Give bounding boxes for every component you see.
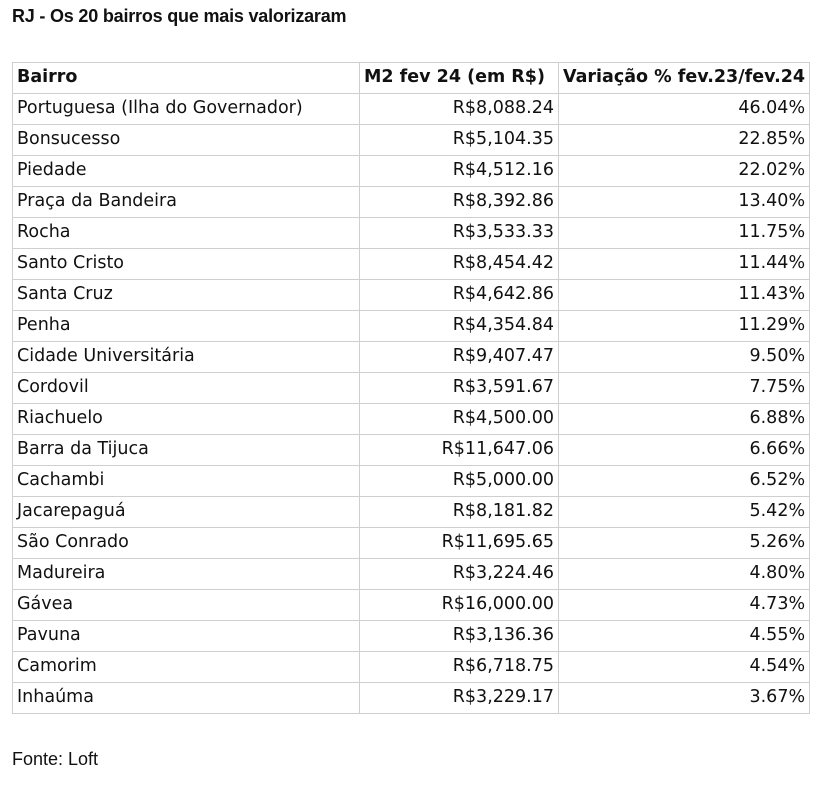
table-row bbox=[13, 218, 810, 249]
table-row bbox=[13, 466, 810, 497]
cell-bairro: Santa Cruz bbox=[13, 280, 360, 311]
cell-bairro: Bonsucesso bbox=[13, 125, 360, 156]
table-row bbox=[13, 435, 810, 466]
source-note: Fonte: Loft bbox=[12, 749, 99, 769]
cell-m2: R$3,229.17 bbox=[360, 683, 559, 714]
cell-m2: R$3,136.36 bbox=[360, 621, 559, 652]
cell-bairro: Cordovil bbox=[13, 373, 360, 404]
cell-m2: R$6,718.75 bbox=[360, 652, 559, 683]
table-row bbox=[13, 373, 810, 404]
cell-m2: R$11,695.65 bbox=[360, 528, 559, 559]
cell-bairro: Inhaúma bbox=[13, 683, 360, 714]
cell-m2: R$5,104.35 bbox=[360, 125, 559, 156]
cell-m2: R$8,088.24 bbox=[360, 94, 559, 125]
table-row bbox=[13, 590, 810, 621]
cell-bairro: São Conrado bbox=[13, 528, 360, 559]
cell-m2: R$8,181.82 bbox=[360, 497, 559, 528]
cell-variacao: 22.02% bbox=[559, 156, 810, 187]
cell-variacao: 13.40% bbox=[559, 187, 810, 218]
cell-variacao: 5.42% bbox=[559, 497, 810, 528]
cell-m2: R$9,407.47 bbox=[360, 342, 559, 373]
cell-bairro: Camorim bbox=[13, 652, 360, 683]
table-row bbox=[13, 311, 810, 342]
cell-bairro: Cidade Universitária bbox=[13, 342, 360, 373]
cell-bairro: Madureira bbox=[13, 559, 360, 590]
table-row bbox=[13, 559, 810, 590]
cell-bairro: Gávea bbox=[13, 590, 360, 621]
column-header-variacao: Variação % fev.23/fev.24 bbox=[559, 63, 810, 94]
cell-bairro: Portuguesa (Ilha do Governador) bbox=[13, 94, 360, 125]
cell-bairro: Piedade bbox=[13, 156, 360, 187]
cell-variacao: 11.29% bbox=[559, 311, 810, 342]
cell-variacao: 6.52% bbox=[559, 466, 810, 497]
cell-variacao: 4.54% bbox=[559, 652, 810, 683]
cell-variacao: 4.73% bbox=[559, 590, 810, 621]
cell-bairro: Pavuna bbox=[13, 621, 360, 652]
cell-variacao: 11.43% bbox=[559, 280, 810, 311]
cell-variacao: 22.85% bbox=[559, 125, 810, 156]
cell-bairro: Cachambi bbox=[13, 466, 360, 497]
cell-variacao: 6.88% bbox=[559, 404, 810, 435]
cell-m2: R$16,000.00 bbox=[360, 590, 559, 621]
cell-variacao: 9.50% bbox=[559, 342, 810, 373]
table-row bbox=[13, 683, 810, 714]
table-header-row bbox=[13, 63, 810, 94]
cell-m2: R$11,647.06 bbox=[360, 435, 559, 466]
table-row bbox=[13, 404, 810, 435]
table-row bbox=[13, 652, 810, 683]
table-row bbox=[13, 94, 810, 125]
cell-variacao: 11.44% bbox=[559, 249, 810, 280]
cell-bairro: Penha bbox=[13, 311, 360, 342]
cell-bairro: Riachuelo bbox=[13, 404, 360, 435]
column-header-bairro: Bairro bbox=[13, 63, 360, 94]
cell-m2: R$3,224.46 bbox=[360, 559, 559, 590]
table-row bbox=[13, 342, 810, 373]
data-table bbox=[12, 62, 810, 714]
cell-bairro: Praça da Bandeira bbox=[13, 187, 360, 218]
cell-bairro: Jacarepaguá bbox=[13, 497, 360, 528]
table-row bbox=[13, 187, 810, 218]
column-header-m2: M2 fev 24 (em R$) bbox=[360, 63, 559, 94]
cell-m2: R$3,591.67 bbox=[360, 373, 559, 404]
table-row bbox=[13, 497, 810, 528]
cell-bairro: Santo Cristo bbox=[13, 249, 360, 280]
cell-bairro: Rocha bbox=[13, 218, 360, 249]
cell-m2: R$3,533.33 bbox=[360, 218, 559, 249]
cell-variacao: 4.80% bbox=[559, 559, 810, 590]
cell-m2: R$5,000.00 bbox=[360, 466, 559, 497]
table-row bbox=[13, 156, 810, 187]
cell-m2: R$4,642.86 bbox=[360, 280, 559, 311]
table-row bbox=[13, 125, 810, 156]
chart-title: RJ - Os 20 bairros que mais valorizaram bbox=[12, 6, 347, 26]
cell-variacao: 4.55% bbox=[559, 621, 810, 652]
cell-variacao: 6.66% bbox=[559, 435, 810, 466]
table-body bbox=[13, 94, 810, 714]
cell-m2: R$4,354.84 bbox=[360, 311, 559, 342]
cell-variacao: 46.04% bbox=[559, 94, 810, 125]
cell-m2: R$4,500.00 bbox=[360, 404, 559, 435]
cell-m2: R$4,512.16 bbox=[360, 156, 559, 187]
cell-variacao: 11.75% bbox=[559, 218, 810, 249]
table-row bbox=[13, 280, 810, 311]
table-row bbox=[13, 249, 810, 280]
cell-variacao: 5.26% bbox=[559, 528, 810, 559]
table-row bbox=[13, 528, 810, 559]
cell-bairro: Barra da Tijuca bbox=[13, 435, 360, 466]
cell-variacao: 7.75% bbox=[559, 373, 810, 404]
table-row bbox=[13, 621, 810, 652]
cell-m2: R$8,454.42 bbox=[360, 249, 559, 280]
cell-variacao: 3.67% bbox=[559, 683, 810, 714]
cell-m2: R$8,392.86 bbox=[360, 187, 559, 218]
